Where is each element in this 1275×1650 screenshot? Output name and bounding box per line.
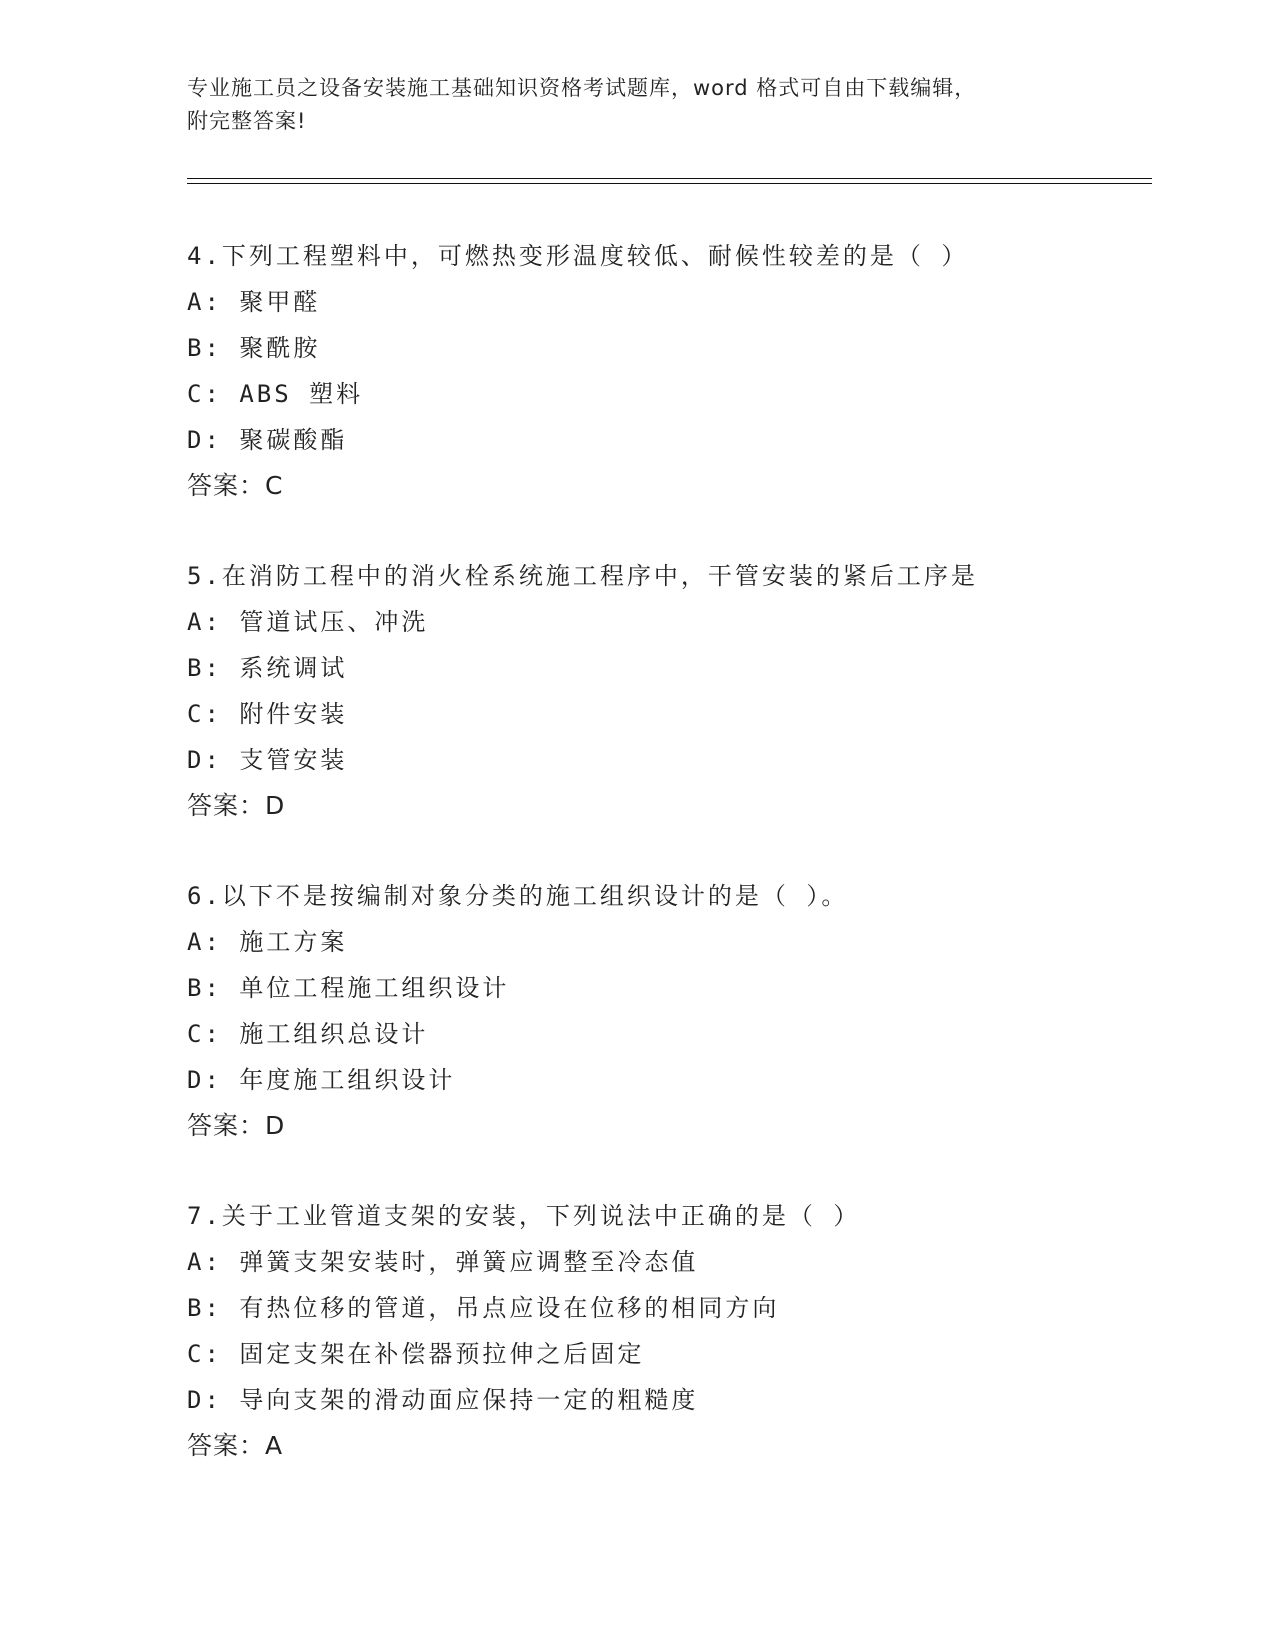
option-d: D: 年度施工组织设计 — [187, 1066, 456, 1094]
header-divider-top — [187, 178, 1152, 179]
option-b: B: 聚酰胺 — [187, 334, 321, 362]
answer: 答案：A — [187, 1431, 284, 1460]
answer: 答案：C — [187, 471, 284, 500]
option-a: A: 聚甲醛 — [187, 288, 321, 316]
question-stem: 7.关于工业管道支架的安装，下列说法中正确的是（ ） — [187, 1202, 861, 1230]
option-d: D: 导向支架的滑动面应保持一定的粗糙度 — [187, 1386, 699, 1414]
question-7 — [187, 1193, 1147, 1469]
question-4 — [187, 233, 1147, 509]
option-c: C: 固定支架在补偿器预拉伸之后固定 — [187, 1340, 645, 1368]
answer: 答案：D — [187, 791, 286, 820]
header-title-line-2: 附完整答案! — [187, 109, 307, 133]
question-stem: 6.以下不是按编制对象分类的施工组织设计的是（ ）。 — [187, 882, 849, 910]
document-header — [187, 72, 1087, 138]
option-d: D: 支管安装 — [187, 746, 348, 774]
option-b: B: 系统调试 — [187, 654, 348, 682]
option-c: C: 附件安装 — [187, 700, 348, 728]
option-c: C: ABS 塑料 — [187, 380, 364, 408]
option-a: A: 弹簧支架安装时，弹簧应调整至冷态值 — [187, 1248, 699, 1276]
question-6 — [187, 873, 1147, 1149]
option-b: B: 单位工程施工组织设计 — [187, 974, 510, 1002]
question-stem: 4.下列工程塑料中，可燃热变形温度较低、耐候性较差的是（ ） — [187, 242, 969, 270]
option-d: D: 聚碳酸酯 — [187, 426, 348, 454]
header-title-line-1: 专业施工员之设备安装施工基础知识资格考试题库，word 格式可自由下载编辑， — [187, 76, 977, 100]
question-stem: 5.在消防工程中的消火栓系统施工程序中，干管安装的紧后工序是 — [187, 562, 978, 590]
option-a: A: 施工方案 — [187, 928, 348, 956]
answer: 答案：D — [187, 1111, 286, 1140]
option-a: A: 管道试压、冲洗 — [187, 608, 429, 636]
header-divider-bottom — [187, 183, 1152, 184]
option-c: C: 施工组织总设计 — [187, 1020, 429, 1048]
question-5 — [187, 553, 1147, 829]
option-b: B: 有热位移的管道，吊点应设在位移的相同方向 — [187, 1294, 780, 1322]
